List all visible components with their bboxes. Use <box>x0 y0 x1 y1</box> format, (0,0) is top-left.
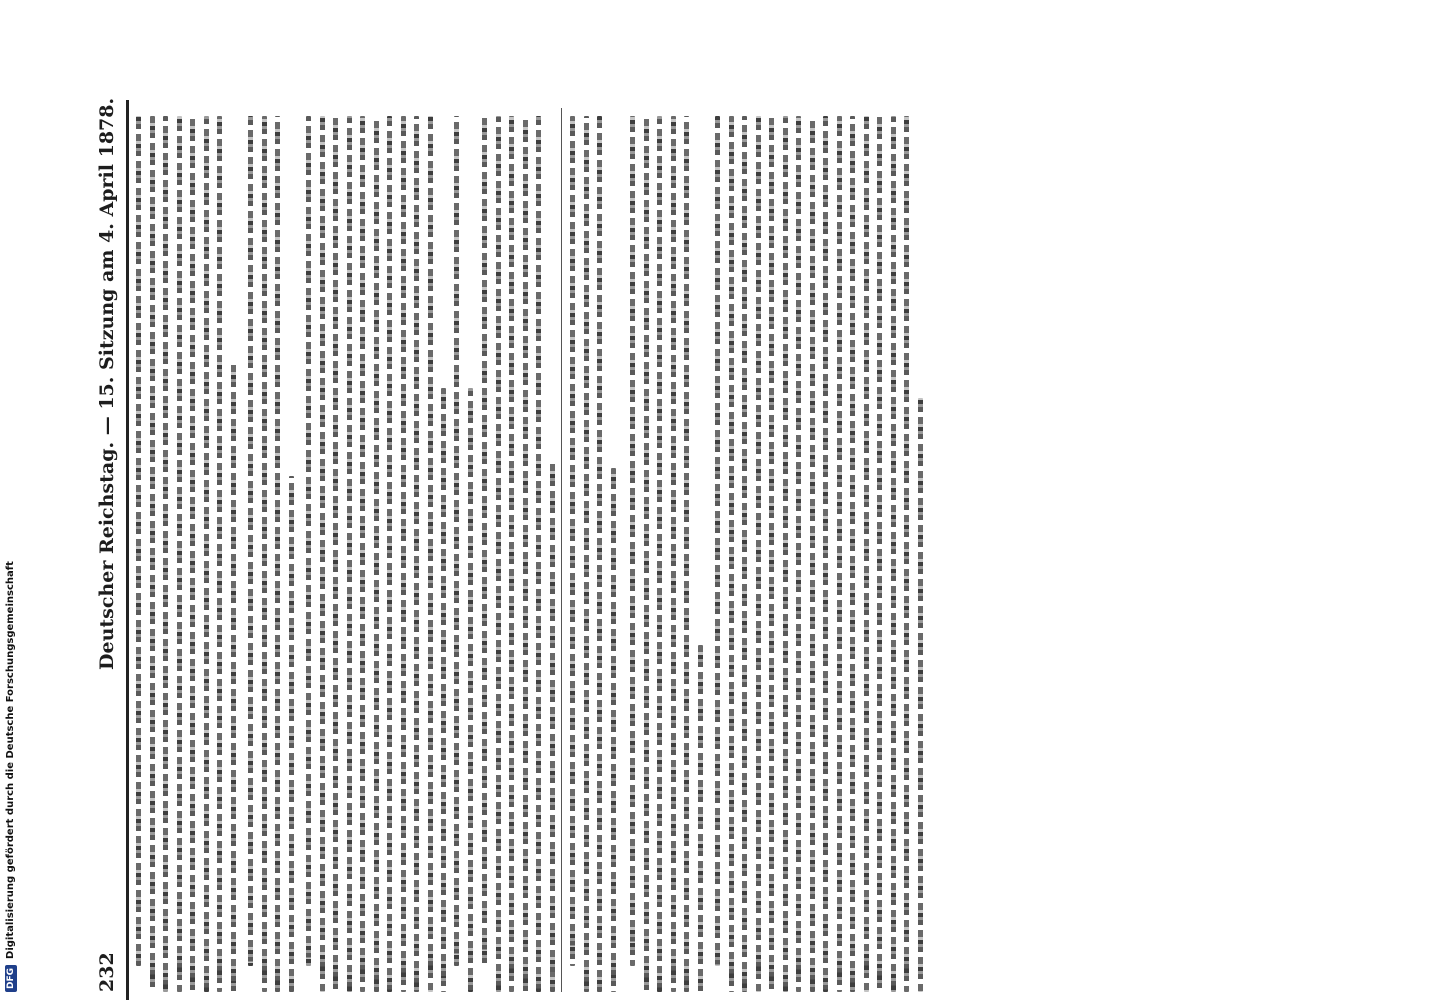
text-line <box>248 116 253 966</box>
text-line <box>597 116 602 992</box>
text-line <box>550 459 555 992</box>
text-line <box>864 116 869 992</box>
text-line <box>401 116 406 992</box>
column-divider <box>561 108 562 992</box>
paragraph-block <box>244 100 298 1000</box>
paragraph-block <box>478 100 559 1000</box>
text-line <box>783 116 788 992</box>
paragraph-block <box>132 100 240 1000</box>
text-line <box>837 116 842 992</box>
text-line <box>850 116 855 992</box>
text-line <box>891 116 896 992</box>
text-line <box>509 116 514 992</box>
page-number: 232 <box>96 952 118 992</box>
text-line <box>756 116 761 992</box>
text-line <box>454 116 459 966</box>
text-column-right <box>566 100 966 1000</box>
text-line <box>644 116 649 992</box>
text-line <box>428 116 433 992</box>
text-line <box>742 116 747 992</box>
text-line <box>262 116 267 992</box>
paragraph-block <box>450 100 477 1000</box>
running-head <box>96 97 126 1000</box>
text-line <box>810 116 815 992</box>
text-line <box>904 116 909 992</box>
text-line <box>684 116 689 992</box>
paragraph-block <box>626 100 707 1000</box>
text-line <box>796 116 801 992</box>
text-line <box>698 645 703 992</box>
dfg-logo: DFG <box>5 965 17 992</box>
text-line <box>333 116 338 992</box>
text-line <box>715 116 720 966</box>
paragraph-block <box>566 100 620 1000</box>
text-line <box>275 116 280 992</box>
text-line <box>441 388 446 992</box>
text-line <box>523 116 528 992</box>
text-line <box>584 116 589 992</box>
header-rule <box>126 100 129 1000</box>
text-line <box>918 398 923 992</box>
text-line <box>414 116 419 992</box>
text-line <box>630 116 635 966</box>
running-head-title: Deutscher Reichstag. — 15. Sitzung am 4. April 1878. <box>96 97 118 670</box>
text-line <box>611 468 616 992</box>
text-line <box>482 116 487 966</box>
text-line <box>468 388 473 992</box>
text-line <box>877 116 882 992</box>
text-line <box>769 116 774 992</box>
text-line <box>320 116 325 992</box>
text-column-left <box>132 100 557 1000</box>
text-line <box>570 116 575 966</box>
text-line <box>347 116 352 992</box>
text-line <box>360 116 365 992</box>
text-line <box>204 116 209 992</box>
paragraph-block <box>711 100 927 1000</box>
rotated-page <box>96 97 1396 1000</box>
text-line <box>231 361 236 992</box>
text-line <box>374 116 379 992</box>
text-line <box>136 116 141 966</box>
text-line <box>289 476 294 992</box>
text-line <box>671 116 676 992</box>
text-line <box>496 116 501 992</box>
digitization-notice <box>2 12 20 1000</box>
text-line <box>536 116 541 992</box>
text-line <box>177 116 182 992</box>
text-line <box>306 116 311 966</box>
text-line <box>217 116 222 992</box>
paragraph-block <box>302 100 451 1000</box>
text-line <box>729 116 734 992</box>
digitization-notice-text: Digitalisierung gefördert durch die Deutsche Forschungsgemeinschaft <box>5 561 16 959</box>
text-line <box>190 116 195 992</box>
text-line <box>150 116 155 992</box>
text-line <box>387 116 392 992</box>
text-line <box>657 116 662 992</box>
text-line <box>163 116 168 992</box>
text-line <box>823 116 828 992</box>
